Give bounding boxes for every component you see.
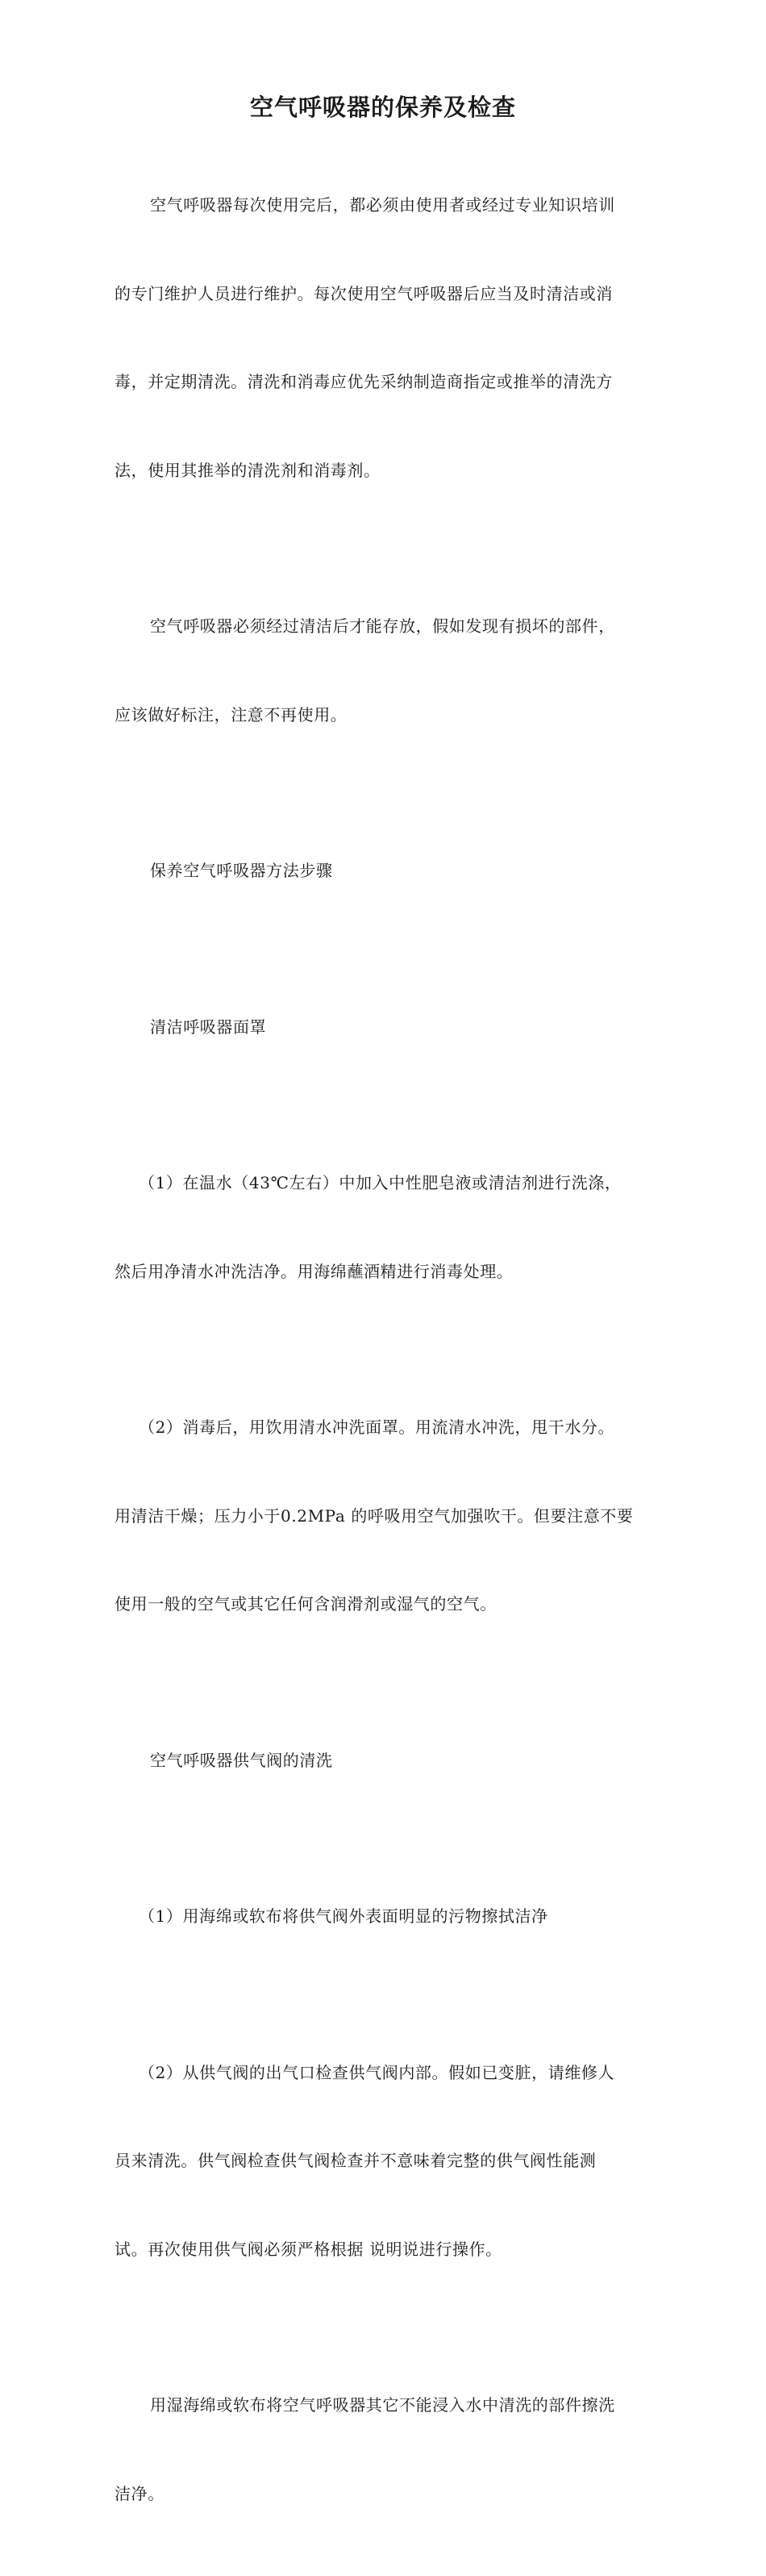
document-title: 空气呼吸器的保养及检查: [249, 94, 516, 121]
text-line: 应该做好标注，注意不再使用。: [114, 704, 348, 724]
text-line: 空气呼吸器供气阀的清洗: [150, 1750, 333, 1770]
text-line: 员来清洗。供气阀检查供气阀检查并不意味着完整的供气阀性能测: [114, 2151, 597, 2170]
text-line: 空气呼吸器必须经过清洁后才能存放，假如发现有损坏的部件，: [150, 616, 615, 636]
text-line: 使用一般的空气或其它任何含润滑剂或湿气的空气。: [114, 1594, 497, 1614]
text-line: 保养空气呼吸器方法步骤: [150, 861, 333, 880]
text-line: （1）用海绵或软布将供气阀外表面明显的污物擦拭洁净: [139, 1906, 548, 1926]
text-line: 用清洁干燥；压力小于0.2MPa 的呼吸用空气加强吹干。但要注意不要: [114, 1505, 634, 1526]
document-body: [114, 132, 655, 2576]
text-line: 清洁呼吸器面罩: [150, 1017, 267, 1037]
text-line: 洁净。: [114, 2483, 164, 2503]
text-line: 然后用净清水冲洗洁净。用海绵蘸酒精进行消毒处理。: [114, 1261, 514, 1281]
text-line: 法，使用其推举的清洗剂和消毒剂。: [114, 460, 381, 480]
text-line: （2）从供气阀的出气口检查供气阀内部。假如已变脏，请维修人: [139, 2062, 615, 2082]
section-heading-steps: [114, 797, 655, 945]
section-heading-mask: [114, 954, 655, 1101]
list-item-valve-1: [114, 1843, 655, 1990]
list-item-mask-2: [114, 1354, 655, 1678]
text-line: 毒，并定期清洗。清洗和消毒应优先采纳制造商指定或推举的清洗方: [114, 372, 613, 391]
section-heading-valve: [114, 1687, 655, 1835]
list-item-mask-1: [114, 1109, 655, 1345]
list-item-valve-2: [114, 1999, 655, 2323]
paragraph-storage: [114, 553, 655, 788]
text-line: 空气呼吸器每次使用完后，都必须由使用者或经过专业知识培训: [150, 195, 615, 215]
text-line: （1）在温水（43℃左右）中加入中性肥皂液或清洁剂进行洗涤，: [139, 1173, 622, 1192]
paragraph-maintenance-intro: [114, 132, 655, 544]
text-line: 的专门维护人员进行维护。每次使用空气呼吸器后应当及时清洁或消: [114, 283, 613, 303]
text-line: 用湿海绵或软布将空气呼吸器其它不能浸入水中清洗的部件擦洗: [150, 2395, 615, 2415]
text-line: 试。再次使用供气阀必须严格根据 说明说进行操作。: [114, 2239, 502, 2259]
paragraph-other-parts: [114, 2332, 655, 2567]
text-line: （2）消毒后，用饮用清水冲洗面罩。用流清水冲洗，甩干水分。: [139, 1417, 615, 1437]
